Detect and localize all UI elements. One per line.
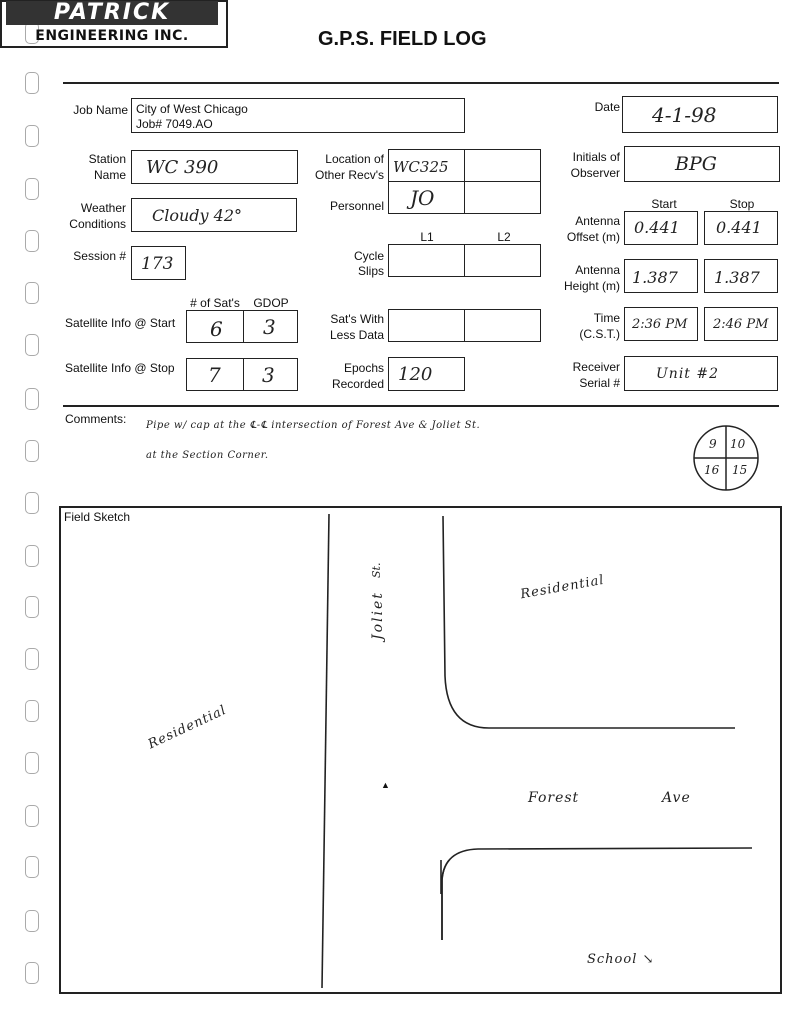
sats-less-l1-field[interactable] (388, 309, 465, 342)
section-grid-lines (692, 424, 760, 492)
binder-ring (25, 910, 39, 932)
receiver-value: Unit #2 (656, 366, 720, 382)
epochs-value: 120 (398, 364, 433, 385)
job-name-line2: Job# 7049.AO (136, 117, 213, 131)
binder-ring (25, 962, 39, 984)
station-label-2: Name (93, 168, 126, 182)
sketch-joliet: Joliet (370, 591, 386, 640)
antenna-height-label-2: Height (m) (563, 279, 620, 293)
sketch-ave: Ave (662, 790, 691, 806)
personnel-label: Personnel (329, 199, 384, 213)
time-label-1: Time (593, 311, 620, 325)
logo-main-text: PATRICK (6, 1, 218, 25)
forest-ave-south-curb-top (430, 840, 760, 950)
sat-start-label: Satellite Info @ Start (65, 316, 176, 330)
binder-ring (25, 700, 39, 722)
other-recv-value: WC325 (393, 158, 449, 176)
sats-less-label-1: Sat's With (330, 312, 384, 326)
station-name-value: WC 390 (146, 157, 219, 178)
antenna-height-stop: 1.387 (714, 268, 760, 287)
weather-label-1: Weather (80, 201, 126, 215)
sketch-school: School ↘ (587, 952, 655, 967)
binder-ring (25, 545, 39, 567)
sketch-residential-left: Residential (145, 702, 230, 753)
section-grid (692, 424, 760, 492)
sat-start-gdop: 3 (263, 315, 276, 339)
sketch-station-marker: ▲ (381, 780, 390, 790)
comments-label: Comments: (65, 412, 127, 426)
job-name-line1: City of West Chicago (136, 102, 248, 116)
epochs-label-2: Recorded (331, 377, 384, 391)
other-recv-label-1: Location of (325, 152, 384, 166)
antenna-height-label-1: Antenna (575, 263, 620, 277)
cycle-slips-label-2: Slips (357, 264, 384, 278)
comments-rule (63, 405, 779, 407)
binder-ring (25, 388, 39, 410)
antenna-offset-start: 0.441 (634, 218, 680, 237)
field-sketch-label: Field Sketch (64, 510, 131, 524)
personnel-field-2[interactable] (464, 181, 541, 214)
receiver-label-2: Serial # (579, 376, 620, 390)
binder-ring (25, 440, 39, 462)
section-ne: 10 (730, 437, 746, 451)
other-recv-label-2: Other Recv's (315, 168, 384, 182)
date-label: Date (594, 100, 620, 114)
binder-ring (25, 596, 39, 618)
sats-heading: # of Sat's (190, 296, 240, 310)
l2-heading: L2 (497, 230, 511, 244)
binder-ring (25, 805, 39, 827)
binder-ring (25, 72, 39, 94)
job-name-label: Job Name (73, 103, 128, 117)
sat-stop-sats: 7 (208, 363, 221, 387)
company-logo (0, 0, 228, 48)
sats-less-label-2: Less Data (329, 328, 384, 342)
receiver-label-1: Receiver (572, 360, 620, 374)
sketch-residential-right: Residential (519, 572, 606, 603)
weather-label-2: Conditions (69, 217, 126, 231)
time-stop: 2:46 PM (713, 317, 769, 332)
cycle-slips-l1-field[interactable] (388, 244, 465, 277)
cycle-slips-label-1: Cycle (353, 249, 384, 263)
sketch-forest: Forest (528, 790, 580, 806)
l1-heading: L1 (420, 230, 434, 244)
station-label-1: Station (88, 152, 126, 166)
time-label-2: (C.S.T.) (579, 327, 620, 341)
header-rule (63, 82, 779, 84)
comments-line-1: Pipe w/ cap at the ℄-℄ intersection of Forest Ave & Joliet St. (146, 420, 481, 431)
binder-ring (25, 752, 39, 774)
stop-heading: Stop (729, 197, 755, 211)
binder-ring (25, 492, 39, 514)
antenna-height-start: 1.387 (632, 268, 678, 287)
initials-label-2: Observer (570, 166, 620, 180)
other-recv-field-2[interactable] (464, 149, 541, 182)
section-se: 15 (732, 463, 748, 477)
antenna-offset-stop: 0.441 (716, 218, 762, 237)
binder-ring (25, 125, 39, 147)
personnel-value: JO (410, 186, 435, 210)
gdop-heading: GDOP (253, 296, 289, 310)
binder-ring (25, 334, 39, 356)
initials-value: BPG (675, 153, 717, 175)
session-value: 173 (141, 254, 174, 274)
logo-sub-text: ENGINEERING INC. (35, 28, 189, 44)
sat-stop-label: Satellite Info @ Stop (65, 361, 175, 375)
cycle-slips-l2-field[interactable] (464, 244, 541, 277)
binder-ring (25, 648, 39, 670)
antenna-offset-label-1: Antenna (575, 214, 620, 228)
session-label: Session # (73, 249, 126, 263)
binder-ring (25, 856, 39, 878)
epochs-label-1: Epochs (343, 361, 384, 375)
comments-line-2: at the Section Corner. (146, 450, 269, 461)
sats-less-l2-field[interactable] (464, 309, 541, 342)
initials-label-1: Initials of (572, 150, 620, 164)
section-nw: 9 (709, 437, 717, 451)
antenna-offset-label-2: Offset (m) (566, 230, 620, 244)
binder-ring (25, 282, 39, 304)
binder-ring (25, 178, 39, 200)
weather-value: Cloudy 42° (152, 206, 243, 225)
sat-start-sats: 6 (210, 317, 223, 341)
sat-stop-gdop: 3 (262, 363, 275, 387)
binder-ring (25, 230, 39, 252)
page-title: G.P.S. FIELD LOG (318, 28, 487, 50)
section-sw: 16 (704, 463, 720, 477)
sketch-st: St. (370, 562, 383, 578)
start-heading: Start (651, 197, 677, 211)
date-value: 4-1-98 (652, 103, 717, 127)
time-start: 2:36 PM (632, 317, 688, 332)
